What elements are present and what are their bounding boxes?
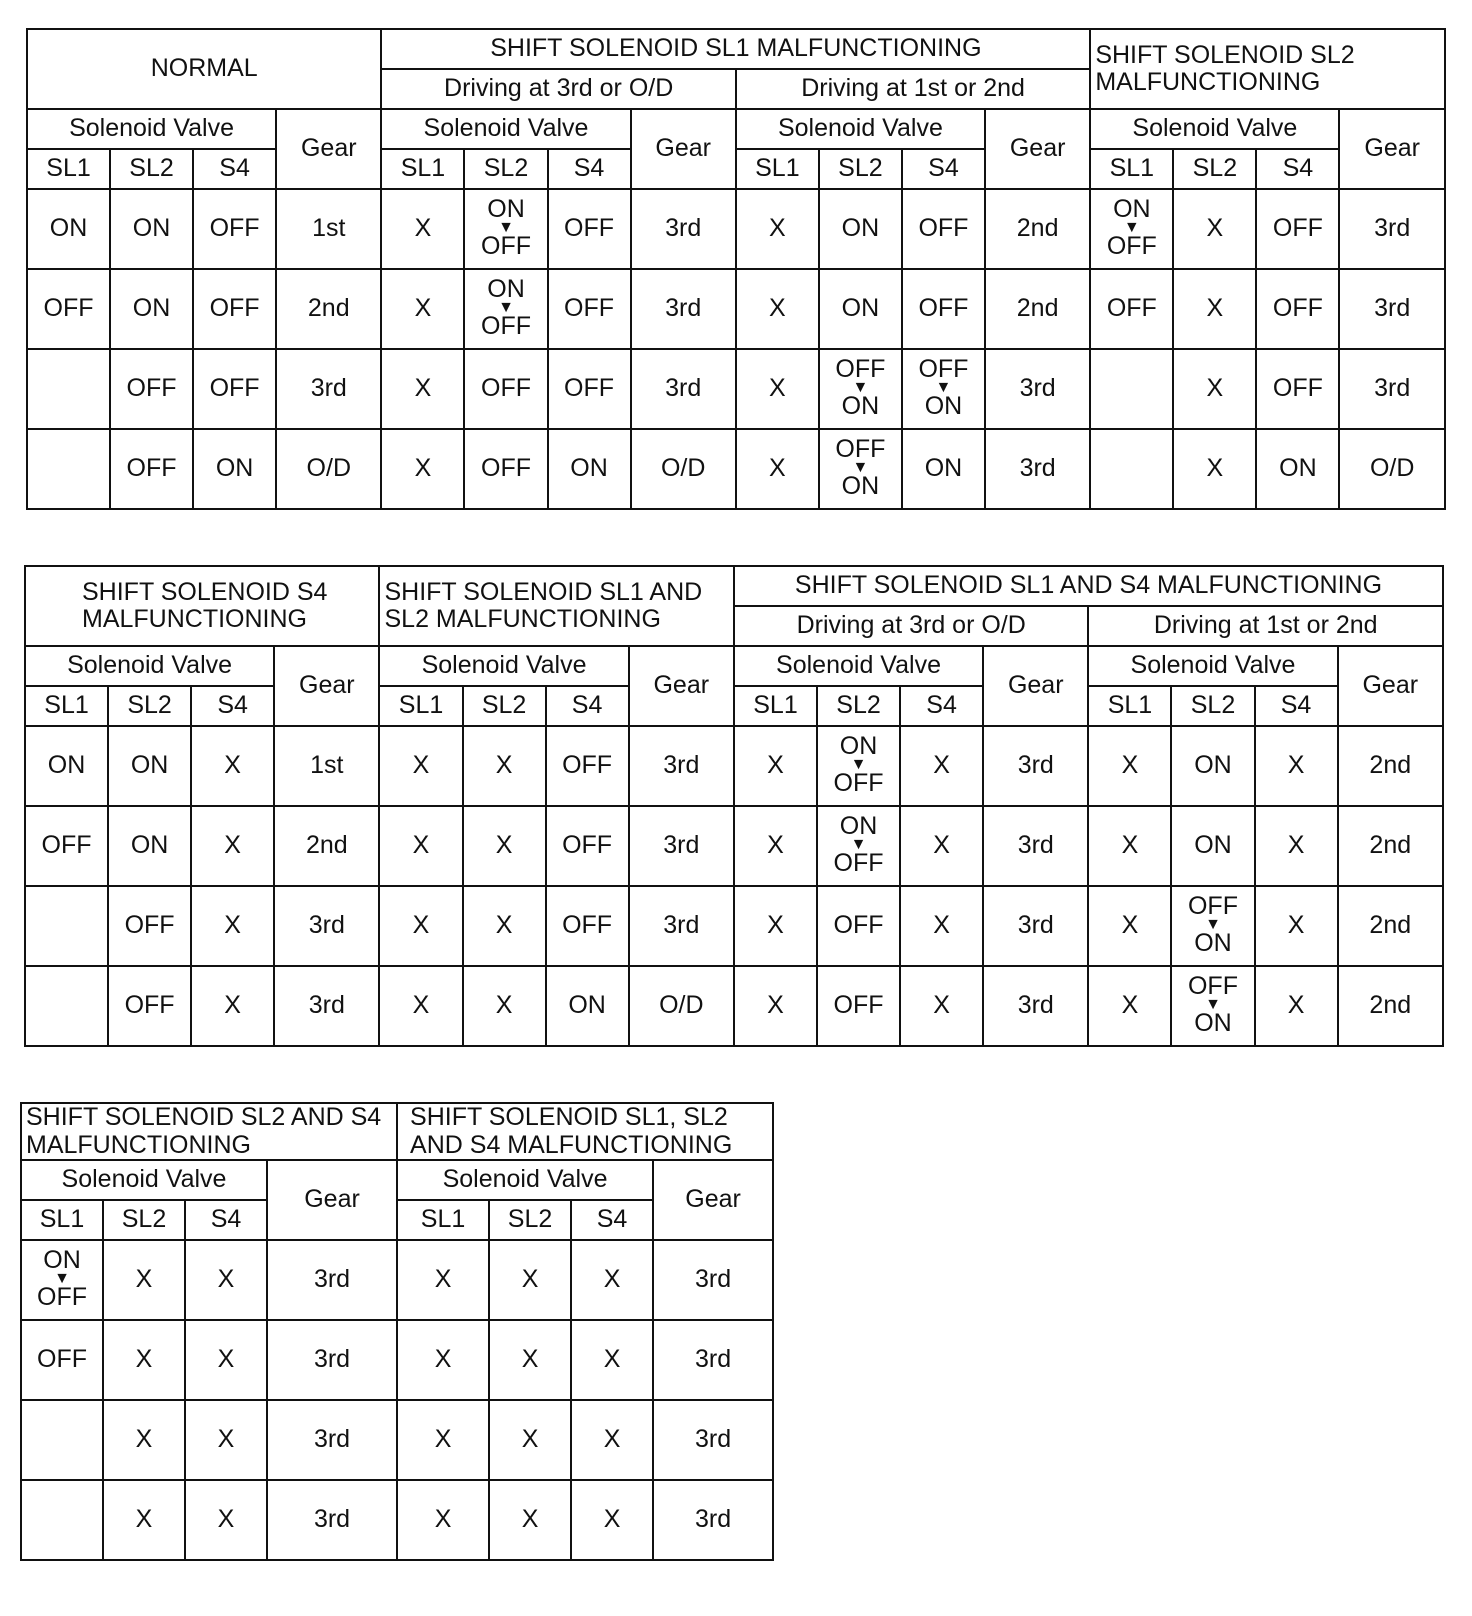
table-s4-sl1sl2-sl1s4 [24,565,1444,1047]
transition-from: ON [1113,195,1151,224]
table-cell: 3rd [653,1320,773,1400]
table-cell: 3rd [653,1400,773,1480]
table-cell: OFF [25,806,108,886]
table-row [27,349,1445,429]
table-cell: X [191,806,274,886]
table-cell: X [379,886,462,966]
column-header-sl2: SL2 [817,686,900,726]
table-cell: 3rd [267,1240,397,1320]
table-cell: 3rd [983,886,1088,966]
table-cell: X [1173,429,1256,509]
table-cell: OFF [193,269,276,349]
table-cell: 3rd [1339,189,1445,269]
table-cell: ON [110,269,193,349]
table-cell: X [734,726,817,806]
gear-header: Gear [1339,109,1445,189]
transition-to: OFF [833,849,884,878]
table-row [21,1480,773,1560]
table-cell: X [381,269,464,349]
table-cell: X [397,1240,489,1320]
table-cell: 3rd [985,349,1090,429]
transition-to: OFF [481,312,531,341]
subheader-driving-1st-2nd: Driving at 1st or 2nd [1088,606,1443,646]
gear-header: Gear [983,646,1088,726]
table-cell: OFF [1256,269,1339,349]
gear-header: Gear [276,109,381,189]
solenoid-valve-header: Solenoid Valve [736,109,985,149]
table-cell: X [379,726,462,806]
table-row [25,966,1443,1046]
column-header-sl1: SL1 [734,686,817,726]
table-cell: 3rd [267,1320,397,1400]
arrow-down-icon: ▼ [54,1270,70,1288]
table-row [21,1240,773,1320]
arrow-down-icon: ▼ [850,756,867,774]
arrow-down-icon: ▼ [1123,219,1140,237]
table-cell: O/D [629,966,734,1046]
table-cell [21,1400,103,1480]
table-cell: ON [108,806,191,886]
table-cell: X [381,349,464,429]
table-cell: 3rd [631,189,736,269]
table-cell: X [463,726,546,806]
table-cell: 2nd [276,269,381,349]
table-cell: OFF [1256,189,1339,269]
state-transition [1188,974,1238,1036]
solenoid-valve-header: Solenoid Valve [27,109,276,149]
table-cell: OFF [546,886,629,966]
column-header-s4: S4 [1255,686,1338,726]
table-cell: 3rd [1339,269,1445,349]
table-cell: 3rd [653,1480,773,1560]
column-header-s4: S4 [900,686,983,726]
arrow-down-icon: ▼ [852,379,869,397]
table-cell: X [1255,806,1338,886]
table-cell: X [103,1400,185,1480]
table-cell: OFF [193,349,276,429]
arrow-down-icon: ▼ [935,379,952,397]
column-header-sl1: SL1 [736,149,819,189]
table-cell: X [185,1240,267,1320]
table-cell: 3rd [267,1480,397,1560]
gear-header: Gear [985,109,1090,189]
table-cell: X [1088,966,1171,1046]
table-cell: 3rd [653,1240,773,1320]
table-cell [1171,966,1254,1046]
column-header-s4: S4 [571,1200,653,1240]
column-header-sl1: SL1 [25,686,108,726]
table-cell: 2nd [1338,806,1443,886]
solenoid-valve-header: Solenoid Valve [21,1160,267,1200]
table-cell [1171,886,1254,966]
state-transition [1107,197,1157,259]
table-cell: X [571,1400,653,1480]
table-cell: X [381,429,464,509]
transition-from: OFF [835,355,886,384]
table-cell [464,189,547,269]
subheader-driving-3rd-od: Driving at 3rd or O/D [381,69,735,109]
transition-from: OFF [835,435,886,464]
table-row [27,429,1445,509]
table-cell: X [1255,726,1338,806]
subheader-driving-1st-2nd: Driving at 1st or 2nd [736,69,1090,109]
table-row [27,269,1445,349]
solenoid-valve-header: Solenoid Valve [379,646,628,686]
table-cell: ON [902,429,985,509]
transition-to: ON [841,472,880,501]
table-cell: O/D [276,429,381,509]
transition-to: ON [924,392,963,421]
table-cell: 2nd [1338,886,1443,966]
table-cell: 2nd [1338,966,1443,1046]
table-cell [27,349,110,429]
table-cell: ON [1171,726,1254,806]
table-cell: X [463,886,546,966]
table-cell: X [185,1480,267,1560]
table-cell [902,349,985,429]
state-transition [37,1248,87,1310]
table-cell: 3rd [274,886,379,966]
state-transition [481,277,531,339]
column-header-sl2: SL2 [1171,686,1254,726]
table-cell [1090,189,1173,269]
table-cell: X [900,806,983,886]
column-header-sl2: SL2 [463,686,546,726]
transition-to: OFF [1106,232,1157,261]
table-cell: OFF [548,269,631,349]
table-cell: 2nd [274,806,379,886]
table-cell: X [1173,269,1256,349]
table-cell: X [1088,886,1171,966]
table-cell [464,269,547,349]
table-cell: 3rd [983,966,1088,1046]
column-header-sl1: SL1 [1088,686,1171,726]
transition-to: ON [1194,929,1232,958]
table-cell: X [397,1320,489,1400]
table-cell: X [463,806,546,886]
table-cell: 3rd [629,806,734,886]
table-cell: X [397,1400,489,1480]
table-cell: ON [108,726,191,806]
table-cell: OFF [110,349,193,429]
transition-to: OFF [37,1283,87,1312]
table-cell: X [103,1320,185,1400]
table-cell: ON [25,726,108,806]
transition-from: ON [43,1246,81,1275]
table-cell: OFF [1256,349,1339,429]
table-cell: ON [819,189,902,269]
table-cell: ON [819,269,902,349]
solenoid-valve-header: Solenoid Valve [734,646,983,686]
table-cell: OFF [548,349,631,429]
state-transition [834,734,884,796]
table-cell: O/D [1339,429,1445,509]
state-transition [834,814,884,876]
table-cell: X [1173,349,1256,429]
table-cell [817,806,900,886]
transition-from: OFF [1187,892,1238,921]
table-cell: X [191,966,274,1046]
column-header-sl2: SL2 [1173,149,1256,189]
table-row [21,1320,773,1400]
table-cell: OFF [464,429,547,509]
table-cell: X [736,429,819,509]
arrow-down-icon: ▼ [850,836,867,854]
transition-from: ON [487,275,525,304]
section-title-sl1-s4-malfunctioning: SHIFT SOLENOID SL1 AND S4 MALFUNCTIONING [734,566,1443,606]
table-normal-sl1-sl2 [26,28,1446,510]
transition-to: ON [841,392,880,421]
table-cell: X [397,1480,489,1560]
state-transition [835,437,885,499]
table-cell: OFF [902,189,985,269]
table-cell: ON [1171,806,1254,886]
solenoid-valve-header: Solenoid Valve [25,646,274,686]
transition-to: OFF [833,769,884,798]
column-header-s4: S4 [191,686,274,726]
arrow-down-icon: ▼ [852,459,869,477]
table-cell: X [734,806,817,886]
table-cell: OFF [546,806,629,886]
table-cell: X [489,1400,571,1480]
gear-header: Gear [629,646,734,726]
section-title-sl1-sl2-s4-malfunctioning: SHIFT SOLENOID SL1, SL2 AND S4 MALFUNCTIONING [397,1103,773,1160]
transition-from: OFF [1187,972,1238,1001]
solenoid-valve-header: Solenoid Valve [1088,646,1337,686]
table-cell: ON [548,429,631,509]
column-header-sl2: SL2 [108,686,191,726]
table-cell: X [191,726,274,806]
transition-from: ON [839,732,878,761]
table-cell: 3rd [1339,349,1445,429]
table-cell: X [1088,726,1171,806]
table-cell [817,726,900,806]
table-cell: ON [27,189,110,269]
table-cell: ON [193,429,276,509]
table-cell: 2nd [985,189,1090,269]
column-header-sl2: SL2 [110,149,193,189]
transition-to: ON [1194,1009,1232,1038]
table-cell: OFF [548,189,631,269]
table-cell: X [191,886,274,966]
table-cell [1090,349,1173,429]
table-cell [21,1240,103,1320]
table-cell: O/D [631,429,736,509]
table-cell: 2nd [985,269,1090,349]
table-cell: OFF [902,269,985,349]
table-cell: X [736,269,819,349]
table-cell: 1st [274,726,379,806]
table-cell: 3rd [629,726,734,806]
table-cell: X [379,966,462,1046]
table-cell: 3rd [274,966,379,1046]
table-cell [1090,429,1173,509]
table-cell: ON [1256,429,1339,509]
table-cell: 3rd [631,349,736,429]
column-header-sl1: SL1 [397,1200,489,1240]
table-row [21,1400,773,1480]
solenoid-valve-header: Solenoid Valve [397,1160,653,1200]
table-cell: X [571,1480,653,1560]
table-row [27,189,1445,269]
section-title-sl1-sl2-malfunctioning: SHIFT SOLENOID SL1 AND SL2 MALFUNCTIONING [379,566,733,646]
table-cell: OFF [817,966,900,1046]
column-header-sl1: SL1 [379,686,462,726]
table-cell: OFF [108,886,191,966]
column-header-sl1: SL1 [21,1200,103,1240]
table-cell: X [185,1320,267,1400]
transition-from: ON [839,812,878,841]
table-cell: X [736,189,819,269]
table-cell: OFF [27,269,110,349]
table-cell: 3rd [631,269,736,349]
table-row [25,726,1443,806]
table-cell: 2nd [1338,726,1443,806]
gear-header: Gear [267,1160,397,1240]
column-header-sl2: SL2 [489,1200,571,1240]
table-cell: X [185,1400,267,1480]
solenoid-valve-header: Solenoid Valve [1090,109,1339,149]
state-transition [1188,894,1238,956]
table-cell: ON [546,966,629,1046]
state-transition [835,357,885,419]
column-header-s4: S4 [902,149,985,189]
table-cell: X [489,1320,571,1400]
table-cell: 3rd [276,349,381,429]
table-cell: X [571,1240,653,1320]
gear-header: Gear [1338,646,1443,726]
column-header-sl2: SL2 [464,149,547,189]
table-cell: OFF [110,429,193,509]
section-title-s4-malfunctioning: SHIFT SOLENOID S4 MALFUNCTIONING [25,566,379,646]
table-cell [21,1480,103,1560]
table-cell: OFF [21,1320,103,1400]
column-header-sl2: SL2 [103,1200,185,1240]
table-cell: X [734,966,817,1046]
table-cell: 3rd [985,429,1090,509]
table-cell: X [734,886,817,966]
table-cell: 1st [276,189,381,269]
table-cell: X [736,349,819,429]
column-header-s4: S4 [193,149,276,189]
table-cell: X [379,806,462,886]
column-header-sl2: SL2 [819,149,902,189]
section-title-normal: NORMAL [27,29,381,109]
table-cell: OFF [108,966,191,1046]
section-title-sl2-malfunctioning: SHIFT SOLENOID SL2 MALFUNCTIONING [1090,29,1445,109]
table-cell: X [103,1480,185,1560]
table-cell: X [381,189,464,269]
subheader-driving-3rd-od: Driving at 3rd or O/D [734,606,1088,646]
gear-header: Gear [653,1160,773,1240]
table-cell: X [489,1240,571,1320]
table-cell: X [1173,189,1256,269]
table-cell: X [900,726,983,806]
table-sl2s4-sl1sl2s4 [20,1102,774,1561]
table-cell: OFF [464,349,547,429]
table-cell: X [1255,886,1338,966]
state-transition [481,197,531,259]
column-header-s4: S4 [546,686,629,726]
table-cell: OFF [193,189,276,269]
table-cell: 3rd [983,806,1088,886]
column-header-s4: S4 [548,149,631,189]
table-row [25,886,1443,966]
table-cell: 3rd [983,726,1088,806]
arrow-down-icon: ▼ [498,219,514,237]
column-header-sl1: SL1 [381,149,464,189]
transition-to: OFF [481,232,531,261]
solenoid-valve-header: Solenoid Valve [381,109,630,149]
gear-header: Gear [274,646,379,726]
table-cell [819,349,902,429]
table-cell: X [1255,966,1338,1046]
table-cell: 3rd [629,886,734,966]
arrow-down-icon: ▼ [1205,916,1221,934]
table-cell: X [571,1320,653,1400]
table-cell: X [900,886,983,966]
table-cell: X [463,966,546,1046]
table-cell: OFF [1090,269,1173,349]
column-header-s4: S4 [185,1200,267,1240]
table-cell: 3rd [267,1400,397,1480]
table-cell: X [489,1480,571,1560]
section-title-sl2-s4-malfunctioning: SHIFT SOLENOID SL2 AND S4 MALFUNCTIONING [21,1103,397,1160]
arrow-down-icon: ▼ [498,299,514,317]
table-cell [27,429,110,509]
section-title-sl1-malfunctioning: SHIFT SOLENOID SL1 MALFUNCTIONING [381,29,1090,69]
table-cell [819,429,902,509]
table-cell: X [103,1240,185,1320]
table-cell: X [900,966,983,1046]
table-row [25,806,1443,886]
transition-from: ON [487,195,525,224]
gear-header: Gear [631,109,736,189]
transition-from: OFF [918,355,969,384]
column-header-sl1: SL1 [27,149,110,189]
table-cell: OFF [546,726,629,806]
column-header-s4: S4 [1256,149,1339,189]
table-cell: ON [110,189,193,269]
table-cell: OFF [817,886,900,966]
arrow-down-icon: ▼ [1205,996,1221,1014]
table-cell [25,886,108,966]
state-transition [918,357,968,419]
table-cell: X [1088,806,1171,886]
table-cell [25,966,108,1046]
column-header-sl1: SL1 [1090,149,1173,189]
